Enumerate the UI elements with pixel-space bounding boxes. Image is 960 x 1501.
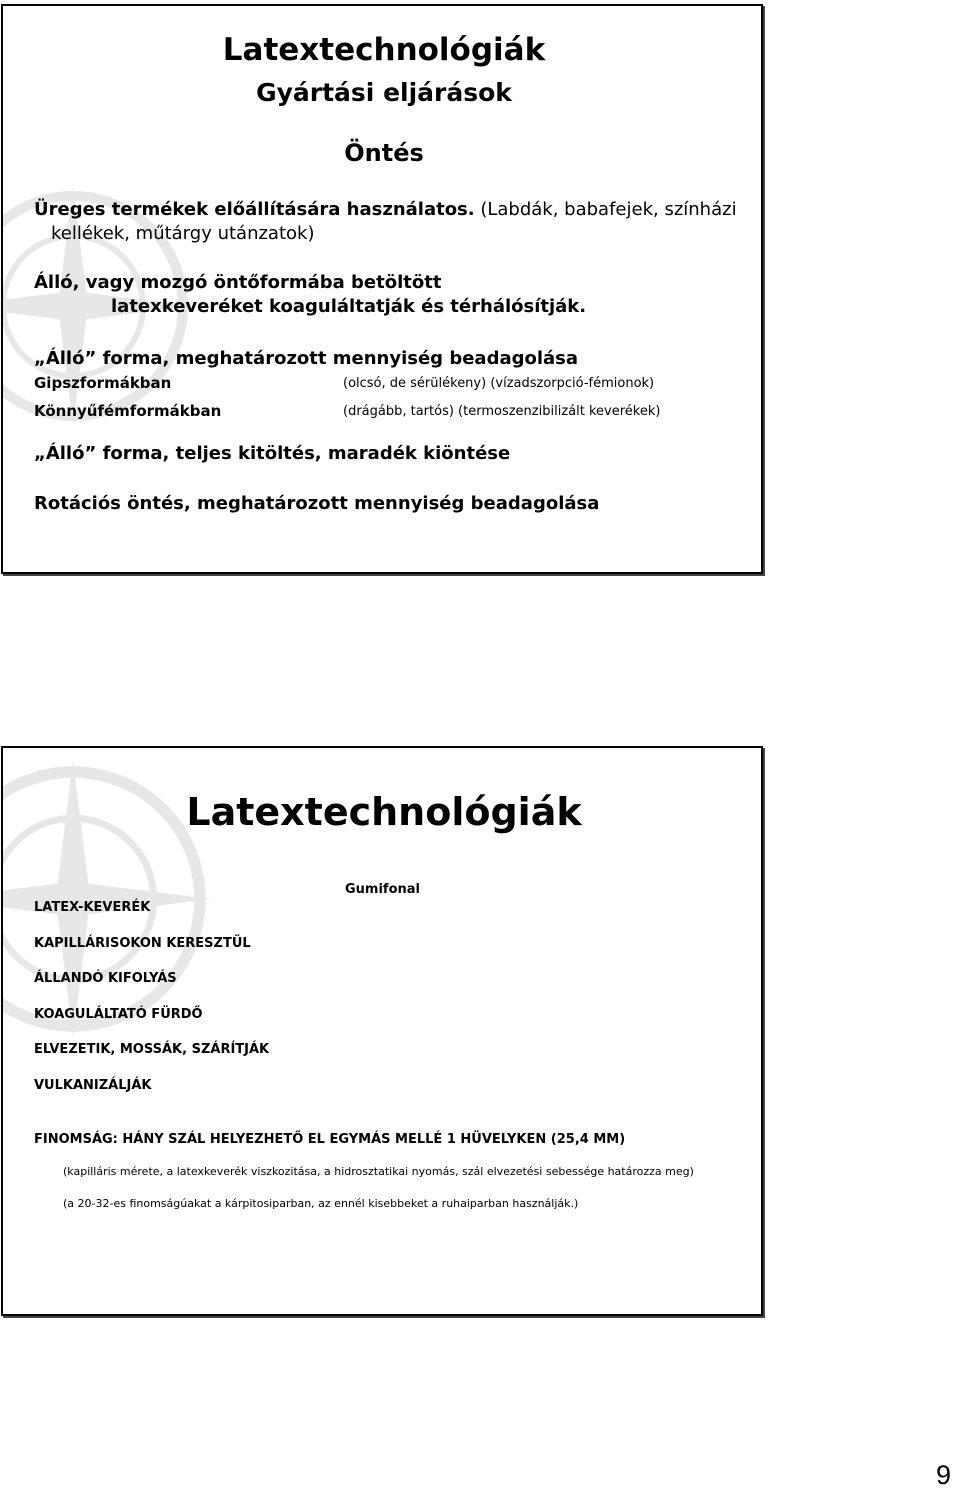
slide-1-title: Latextechnológiák bbox=[222, 32, 546, 68]
intro-line-2: kellékek, műtárgy utánzatok) bbox=[51, 223, 315, 244]
slide-2-title: Latextechnológiák bbox=[186, 790, 582, 834]
section-heading: Öntés bbox=[344, 139, 424, 167]
mould-type-plaster: Gipszformákban bbox=[34, 374, 172, 392]
process-step: VULKANIZÁLJÁK bbox=[34, 1078, 152, 1093]
method-2-heading: „Álló” forma, teljes kitöltés, maradék kiöntése bbox=[34, 443, 511, 464]
process-step: ÁLLANDÓ KIFOLYÁS bbox=[34, 971, 177, 986]
method-1-heading: „Álló” forma, meghatározott mennyiség beadagolása bbox=[34, 348, 579, 369]
slide-2 bbox=[1, 746, 763, 1316]
fineness-definition: FINOMSÁG: HÁNY SZÁL HELYEZHETŐ EL EGYMÁS MELLÉ 1 HÜVELYKEN (25,4 MM) bbox=[34, 1132, 626, 1147]
fineness-note-1: (kapilláris mérete, a latexkeverék viszkozitása, a hidrosztatikai nyomás, szál elvezetési sebessége határozza meg) bbox=[63, 1165, 694, 1178]
page-number: 9 bbox=[936, 1460, 952, 1490]
intro-normal-text: (Labdák, babafejek, színházi bbox=[474, 199, 737, 220]
product-heading: Gumifonal bbox=[345, 882, 420, 897]
mould-note-plaster: (olcsó, de sérülékeny) (vízadszorpció-fémionok) bbox=[343, 376, 655, 391]
coagulation-line-2: latexkeveréket koaguláltatják és térhálósítják. bbox=[111, 296, 587, 317]
coagulation-line-1: Álló, vagy mozgó öntőformába betöltött bbox=[34, 272, 442, 293]
method-3-heading: Rotációs öntés, meghatározott mennyiség beadagolása bbox=[34, 493, 600, 514]
fineness-note-2: (a 20-32-es finomságúakat a kárpitosiparban, az ennél kisebbeket a ruhaiparban használják.) bbox=[63, 1197, 579, 1210]
intro-line-1 bbox=[34, 199, 737, 220]
process-step: KOAGULÁLTATÓ FÜRDŐ bbox=[34, 1007, 203, 1022]
mould-note-light-metal: (drágább, tartós) (termoszenzibilizált keverékek) bbox=[343, 404, 661, 419]
process-step: LATEX-KEVERÉK bbox=[34, 900, 151, 915]
process-step: KAPILLÁRISOKON KERESZTÜL bbox=[34, 936, 251, 951]
slide-1 bbox=[1, 4, 763, 574]
slide-1-subtitle: Gyártási eljárások bbox=[256, 78, 512, 107]
intro-bold-text: Üreges termékek előállítására használatos. bbox=[34, 199, 475, 220]
mould-type-light-metal: Könnyűfémformákban bbox=[34, 402, 222, 420]
process-step: ELVEZETIK, MOSSÁK, SZÁRÍTJÁK bbox=[34, 1042, 270, 1057]
